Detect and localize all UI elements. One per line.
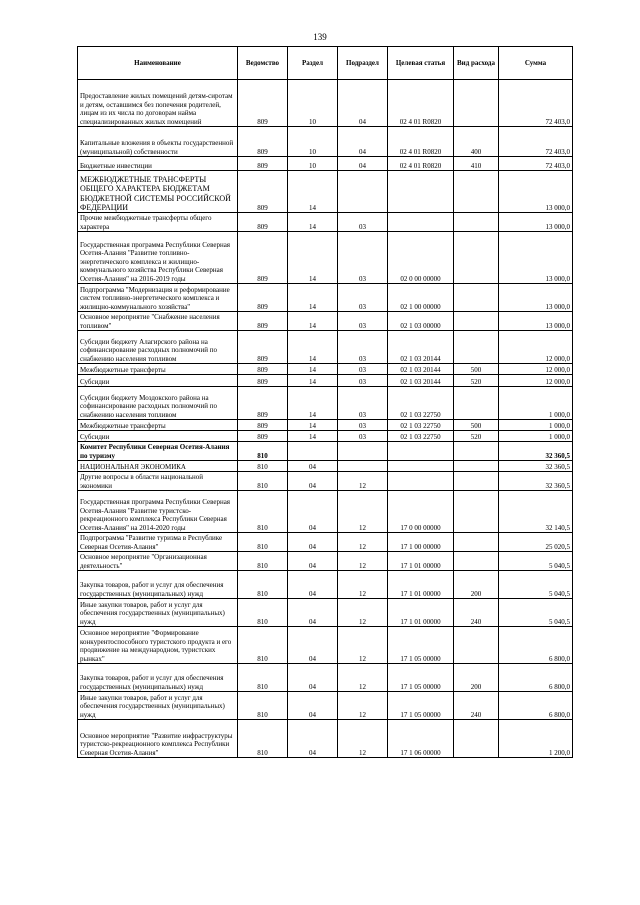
cell-target: 17 1 01 00000 [388, 552, 454, 571]
cell-dept: 809 [238, 312, 288, 331]
table-row [78, 627, 573, 664]
cell-dept: 810 [238, 491, 288, 533]
cell-section [288, 442, 338, 461]
cell-sum: 13 000,0 [499, 284, 573, 312]
cell-dept: 810 [238, 442, 288, 461]
table-row [78, 364, 573, 375]
cell-subsection: 03 [338, 431, 388, 442]
cell-name: Основное мероприятие "Развитие инфраструктуры туристско-рекреационного комплекса Республики Северная Осетия-Алания" [78, 720, 238, 758]
cell-target: 17 0 00 00000 [388, 491, 454, 533]
cell-expense-type [454, 312, 499, 331]
cell-section: 04 [288, 461, 338, 472]
table-row [78, 232, 573, 284]
cell-section: 14 [288, 213, 338, 232]
cell-subsection [338, 461, 388, 472]
cell-subsection: 03 [338, 213, 388, 232]
cell-subsection [338, 442, 388, 461]
cell-subsection: 12 [338, 692, 388, 720]
cell-target: 02 1 03 20144 [388, 364, 454, 375]
cell-target: 02 1 03 00000 [388, 312, 454, 331]
cell-name: Бюджетные инвестиции [78, 157, 238, 171]
cell-name: Субсидии бюджету Алагирского района на софинансирование расходных полномочий по снабжению населения топливом [78, 331, 238, 364]
cell-section: 10 [288, 80, 338, 127]
cell-target [388, 472, 454, 491]
cell-section: 04 [288, 571, 338, 599]
cell-name: Капитальные вложения в объекты государственной (муниципальной) собственности [78, 127, 238, 157]
cell-dept: 809 [238, 331, 288, 364]
cell-dept: 809 [238, 171, 288, 213]
cell-subsection: 12 [338, 472, 388, 491]
cell-subsection: 12 [338, 627, 388, 664]
cell-target: 02 1 03 22750 [388, 387, 454, 420]
cell-sum: 32 140,5 [499, 491, 573, 533]
cell-expense-type: 410 [454, 157, 499, 171]
header-subsection: Подраздел [338, 47, 388, 80]
cell-target: 02 1 03 20144 [388, 331, 454, 364]
cell-expense-type: 520 [454, 375, 499, 387]
page-number: 139 [313, 32, 327, 42]
cell-subsection: 03 [338, 284, 388, 312]
cell-section: 14 [288, 420, 338, 431]
cell-sum: 32 360,5 [499, 472, 573, 491]
cell-name: Иные закупки товаров, работ и услуг для обеспечения государственных (муниципальных) нужд [78, 599, 238, 627]
cell-name: Государственная программа Республики Северная Осетия-Алания "Развитие туристско-рекреационного комплекса Республики Северная Осетия-Алания" на 2014-2020 годы [78, 491, 238, 533]
cell-subsection: 03 [338, 387, 388, 420]
cell-dept: 810 [238, 599, 288, 627]
table-row [78, 599, 573, 627]
table-row [78, 552, 573, 571]
cell-expense-type: 400 [454, 127, 499, 157]
cell-section: 04 [288, 664, 338, 692]
cell-dept: 809 [238, 387, 288, 420]
cell-sum: 12 000,0 [499, 331, 573, 364]
cell-sum: 32 360,5 [499, 461, 573, 472]
table-row [78, 472, 573, 491]
cell-subsection: 03 [338, 420, 388, 431]
cell-section: 14 [288, 331, 338, 364]
cell-expense-type [454, 472, 499, 491]
cell-target: 02 1 03 20144 [388, 375, 454, 387]
cell-target: 17 1 06 00000 [388, 720, 454, 758]
table-row [78, 720, 573, 758]
cell-target: 02 1 03 22750 [388, 431, 454, 442]
cell-subsection: 12 [338, 552, 388, 571]
cell-dept: 810 [238, 461, 288, 472]
cell-expense-type [454, 627, 499, 664]
cell-section: 14 [288, 364, 338, 375]
cell-sum: 5 040,5 [499, 552, 573, 571]
table-row [78, 387, 573, 420]
cell-expense-type [454, 213, 499, 232]
cell-target [388, 461, 454, 472]
cell-name: Другие вопросы в области национальной экономики [78, 472, 238, 491]
cell-target [388, 442, 454, 461]
cell-dept: 810 [238, 552, 288, 571]
cell-subsection: 04 [338, 80, 388, 127]
cell-name: МЕЖБЮДЖЕТНЫЕ ТРАНСФЕРТЫ ОБЩЕГО ХАРАКТЕРА БЮДЖЕТАМ БЮДЖЕТНОЙ СИСТЕМЫ РОССИЙСКОЙ ФЕДЕРАЦИИ [78, 171, 238, 213]
cell-sum: 72 403,0 [499, 80, 573, 127]
cell-section: 10 [288, 157, 338, 171]
cell-section: 10 [288, 127, 338, 157]
cell-name: Основное мероприятие "Формирование конкурентоспособного туристского продукта и его продвижение на международном, туристских рынках" [78, 627, 238, 664]
cell-sum: 13 000,0 [499, 171, 573, 213]
cell-expense-type [454, 720, 499, 758]
table-row [78, 664, 573, 692]
cell-name: Государственная программа Республики Северная Осетия-Алания "Развитие топливно-энергетического комплекса и жилищно-коммунального хозяйства Республики Северная Осетия-Алания" на 2016-2019 годы [78, 232, 238, 284]
cell-sum: 12 000,0 [499, 364, 573, 375]
cell-subsection: 12 [338, 720, 388, 758]
cell-sum: 1 200,0 [499, 720, 573, 758]
cell-target [388, 171, 454, 213]
cell-section: 14 [288, 171, 338, 213]
cell-dept: 809 [238, 157, 288, 171]
cell-sum: 12 000,0 [499, 375, 573, 387]
cell-dept: 809 [238, 420, 288, 431]
cell-section: 14 [288, 387, 338, 420]
cell-subsection: 03 [338, 312, 388, 331]
table-row [78, 420, 573, 431]
cell-expense-type: 240 [454, 692, 499, 720]
cell-expense-type [454, 552, 499, 571]
cell-subsection [338, 171, 388, 213]
cell-sum: 1 000,0 [499, 431, 573, 442]
cell-sum: 5 040,5 [499, 599, 573, 627]
cell-section: 04 [288, 552, 338, 571]
cell-sum: 5 040,5 [499, 571, 573, 599]
table-row [78, 571, 573, 599]
cell-section: 14 [288, 312, 338, 331]
table-row [78, 80, 573, 127]
cell-expense-type [454, 331, 499, 364]
table-row [78, 213, 573, 232]
table-row [78, 171, 573, 213]
cell-subsection: 03 [338, 331, 388, 364]
cell-section: 04 [288, 491, 338, 533]
cell-subsection: 03 [338, 364, 388, 375]
cell-name: Межбюджетные трансферты [78, 420, 238, 431]
cell-dept: 809 [238, 127, 288, 157]
cell-expense-type [454, 387, 499, 420]
cell-expense-type: 520 [454, 431, 499, 442]
cell-sum: 1 000,0 [499, 387, 573, 420]
header-name: Наименование [78, 47, 238, 80]
table-row [78, 157, 573, 171]
cell-sum: 6 800,0 [499, 692, 573, 720]
cell-expense-type: 200 [454, 571, 499, 599]
cell-dept: 809 [238, 232, 288, 284]
cell-target: 02 1 03 22750 [388, 420, 454, 431]
cell-expense-type: 500 [454, 420, 499, 431]
table-row [78, 284, 573, 312]
table-row [78, 533, 573, 552]
cell-expense-type [454, 461, 499, 472]
cell-expense-type [454, 533, 499, 552]
cell-name: Подпрограмма "Модернизация и реформирование систем топливно-энергетического комплекса и жилищно-коммунального хозяйства" [78, 284, 238, 312]
cell-sum: 13 000,0 [499, 232, 573, 284]
cell-section: 04 [288, 472, 338, 491]
cell-name: Субсидии [78, 375, 238, 387]
cell-subsection: 12 [338, 533, 388, 552]
cell-dept: 810 [238, 571, 288, 599]
cell-sum: 13 000,0 [499, 213, 573, 232]
cell-name: Иные закупки товаров, работ и услуг для обеспечения государственных (муниципальных) нужд [78, 692, 238, 720]
cell-expense-type [454, 491, 499, 533]
cell-name: Подпрограмма "Развитие туризма в Республике Северная Осетия-Алания" [78, 533, 238, 552]
table-header-row [78, 47, 573, 80]
cell-dept: 810 [238, 627, 288, 664]
cell-subsection: 12 [338, 599, 388, 627]
cell-dept: 809 [238, 375, 288, 387]
cell-name: Субсидии [78, 431, 238, 442]
cell-section: 04 [288, 627, 338, 664]
cell-name: Основное мероприятие "Организационная деятельность" [78, 552, 238, 571]
cell-subsection: 12 [338, 571, 388, 599]
cell-target: 02 4 01 R0820 [388, 157, 454, 171]
cell-sum: 72 403,0 [499, 127, 573, 157]
cell-name: Прочие межбюджетные трансферты общего характера [78, 213, 238, 232]
header-section: Раздел [288, 47, 338, 80]
cell-dept: 810 [238, 533, 288, 552]
cell-target: 02 4 01 R0820 [388, 127, 454, 157]
table-row [78, 127, 573, 157]
cell-subsection: 12 [338, 664, 388, 692]
cell-target: 02 4 01 R0820 [388, 80, 454, 127]
table-row [78, 331, 573, 364]
cell-name: Предоставление жилых помещений детям-сиротам и детям, оставшимся без попечения родителей, лицам из их числа по договорам найма специализированных жилых помещений [78, 80, 238, 127]
cell-target: 17 1 01 00000 [388, 599, 454, 627]
cell-section: 04 [288, 599, 338, 627]
cell-dept: 810 [238, 720, 288, 758]
cell-name: Комитет Республики Северная Осетия-Алания по туризму [78, 442, 238, 461]
cell-target: 17 1 05 00000 [388, 664, 454, 692]
cell-target: 17 1 05 00000 [388, 692, 454, 720]
cell-name: Закупка товаров, работ и услуг для обеспечения государственных (муниципальных) нужд [78, 571, 238, 599]
cell-target: 17 1 05 00000 [388, 627, 454, 664]
table-row [78, 442, 573, 461]
table-row [78, 312, 573, 331]
cell-expense-type: 500 [454, 364, 499, 375]
cell-sum: 32 360,5 [499, 442, 573, 461]
cell-dept: 809 [238, 80, 288, 127]
cell-expense-type [454, 80, 499, 127]
cell-target: 02 1 00 00000 [388, 284, 454, 312]
cell-section: 04 [288, 692, 338, 720]
budget-table [77, 46, 573, 758]
cell-target: 17 1 00 00000 [388, 533, 454, 552]
table-row [78, 461, 573, 472]
cell-section: 14 [288, 431, 338, 442]
cell-dept: 810 [238, 472, 288, 491]
cell-target: 17 1 01 00000 [388, 571, 454, 599]
cell-expense-type [454, 232, 499, 284]
cell-section: 14 [288, 375, 338, 387]
cell-sum: 6 800,0 [499, 664, 573, 692]
cell-expense-type [454, 171, 499, 213]
cell-sum: 6 800,0 [499, 627, 573, 664]
cell-section: 04 [288, 533, 338, 552]
header-expense-type: Вид расхода [454, 47, 499, 80]
cell-dept: 809 [238, 364, 288, 375]
cell-name: Субсидии бюджету Моздокского района на софинансирование расходных полномочий по снабжению населения топливом [78, 387, 238, 420]
cell-section: 04 [288, 720, 338, 758]
cell-name: Основное мероприятие "Снабжение населения топливом" [78, 312, 238, 331]
cell-target: 02 0 00 00000 [388, 232, 454, 284]
cell-expense-type [454, 442, 499, 461]
table-row [78, 692, 573, 720]
cell-target [388, 213, 454, 232]
cell-dept: 809 [238, 431, 288, 442]
cell-sum: 13 000,0 [499, 312, 573, 331]
cell-section: 14 [288, 232, 338, 284]
cell-sum: 1 000,0 [499, 420, 573, 431]
table-row [78, 491, 573, 533]
cell-subsection: 03 [338, 375, 388, 387]
header-target: Целевая статья [388, 47, 454, 80]
cell-dept: 810 [238, 692, 288, 720]
cell-subsection: 04 [338, 127, 388, 157]
cell-name: Закупка товаров, работ и услуг для обеспечения государственных (муниципальных) нужд [78, 664, 238, 692]
header-dept: Ведомство [238, 47, 288, 80]
table-row [78, 431, 573, 442]
cell-dept: 809 [238, 213, 288, 232]
cell-name: НАЦИОНАЛЬНАЯ ЭКОНОМИКА [78, 461, 238, 472]
cell-dept: 810 [238, 664, 288, 692]
cell-sum: 72 403,0 [499, 157, 573, 171]
table-row [78, 375, 573, 387]
cell-subsection: 03 [338, 232, 388, 284]
cell-name: Межбюджетные трансферты [78, 364, 238, 375]
header-sum: Сумма [499, 47, 573, 80]
cell-dept: 809 [238, 284, 288, 312]
cell-expense-type [454, 284, 499, 312]
cell-subsection: 04 [338, 157, 388, 171]
cell-expense-type: 240 [454, 599, 499, 627]
cell-sum: 25 020,5 [499, 533, 573, 552]
cell-expense-type: 200 [454, 664, 499, 692]
cell-subsection: 12 [338, 491, 388, 533]
cell-section: 14 [288, 284, 338, 312]
